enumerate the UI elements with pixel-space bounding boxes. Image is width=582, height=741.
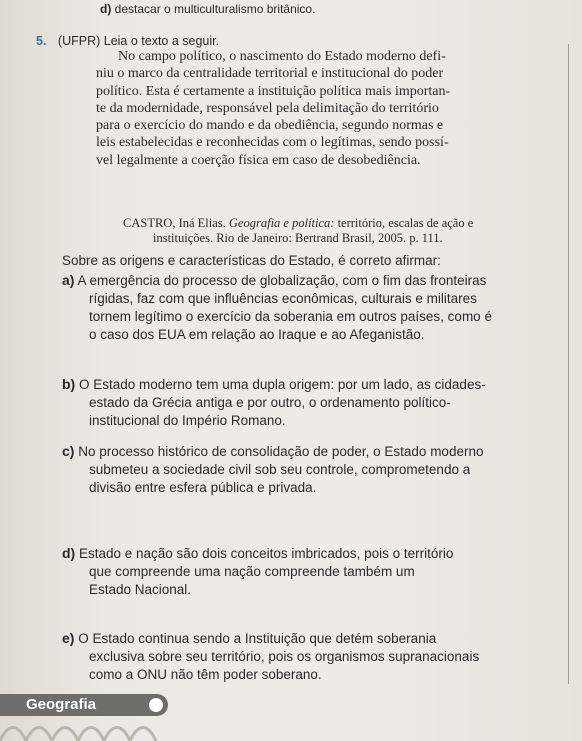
question-number: 5.	[36, 34, 47, 48]
option-text: institucional do Império Romano.	[89, 413, 286, 428]
option-text: como a ONU não têm poder soberano.	[89, 667, 322, 682]
excerpt-line: No campo político, o nascimento do Estado moderno defi-	[118, 49, 446, 64]
question-header	[36, 34, 219, 48]
option-label: c)	[62, 443, 75, 459]
option-text: O Estado continua sendo a Instituição que detém soberania	[78, 631, 437, 646]
option-label: d)	[100, 2, 112, 16]
previous-option-d	[100, 2, 315, 16]
option-text: estado da Grécia antiga e por outro, o ordenamento político-	[89, 395, 451, 410]
excerpt-line: para o exercício do mando e da obediência, segundo normas e	[96, 118, 444, 134]
option-text: rígidas, faz com que influências econômicas, culturais e militares	[89, 291, 477, 306]
citation	[123, 216, 551, 245]
option-text: divisão entre esfera pública e privada.	[89, 480, 317, 495]
option-e[interactable]	[62, 629, 552, 684]
option-text: submeteu a sociedade civil sob seu controle, comprometendo a	[89, 462, 471, 477]
option-text: Estado e nação são dois conceitos imbricados, pois o território	[78, 546, 454, 561]
excerpt	[96, 48, 548, 169]
excerpt-line: político. Esta é certamente a instituição política mais importan-	[96, 83, 451, 99]
citation-title: Geografia e política:	[228, 216, 335, 230]
excerpt-line: niu o marco da centralidade territorial e institucional do poder	[96, 66, 444, 82]
section-tab: Geografia	[0, 694, 168, 716]
option-c[interactable]	[62, 442, 552, 497]
wave-decoration	[0, 718, 230, 741]
option-label: a)	[62, 272, 75, 288]
citation-rest: território, escalas de ação e	[337, 216, 474, 230]
margin-rule	[568, 44, 569, 684]
option-text: que compreende uma nação compreende também um	[89, 564, 415, 579]
citation-line-2: instituições. Rio de Janeiro: Bertrand Brasil, 2005. p. 111.	[153, 230, 443, 245]
question-stem: Sobre as origens e características do Estado, é correto afirmar:	[62, 253, 441, 268]
option-d[interactable]	[62, 544, 552, 599]
option-label: e)	[62, 630, 75, 646]
option-label: d)	[62, 545, 76, 561]
question-source: (UFPR) Leia o texto a seguir.	[57, 34, 220, 48]
citation-line	[123, 216, 551, 231]
excerpt-line: leis estabelecidas e reconhecidas com o legítimas, sendo possí-	[96, 135, 449, 151]
option-text: o caso dos EUA em relação ao Iraque e ao Afeganistão.	[89, 327, 425, 342]
option-text: A emergência do processo de globalização, com o fim das fronteiras	[77, 273, 487, 288]
citation-author: CASTRO, Iná Elias.	[123, 216, 226, 230]
excerpt-line: te da modernidade, responsável pela delimitação do território	[96, 100, 439, 116]
option-text: Estado Nacional.	[89, 582, 192, 597]
option-text: tornem legítimo o exercício da soberania em outros países, como é	[89, 309, 492, 324]
option-text: exclusiva sobre seu território, pois os organismos supranacionais	[89, 649, 480, 664]
option-b[interactable]	[62, 375, 552, 430]
option-a[interactable]	[62, 271, 552, 344]
circle-icon	[149, 698, 163, 712]
option-text: No processo histórico de consolidação de poder, o Estado moderno	[78, 444, 484, 459]
excerpt-line: vel legalmente a coerção física em caso de desobediência.	[96, 152, 421, 168]
option-text: destacar o multiculturalismo britânico.	[114, 2, 316, 16]
option-label: b)	[62, 376, 76, 392]
option-text: O Estado moderno tem uma dupla origem: por um lado, as cidades-	[78, 377, 486, 392]
